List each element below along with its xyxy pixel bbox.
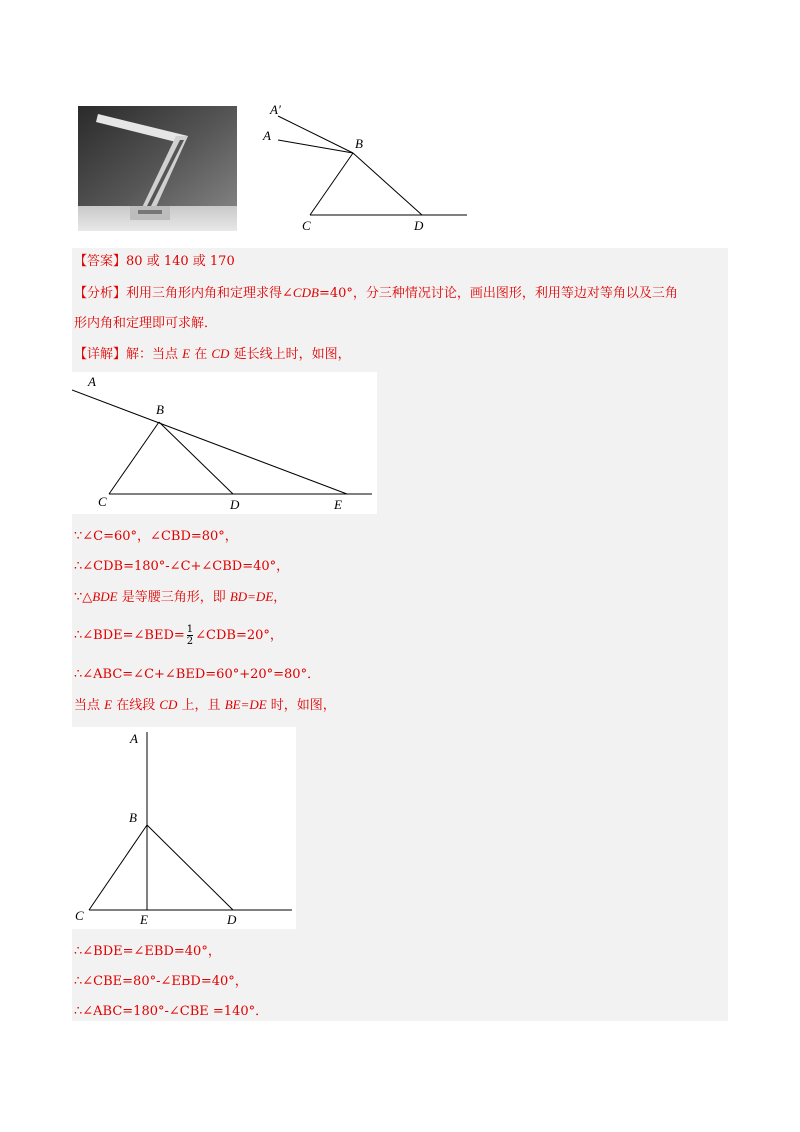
fig2-label-A: A [88, 374, 96, 389]
analysis-tag: 【分析】 [74, 286, 127, 301]
frac-denominator: 2 [186, 636, 194, 647]
analysis-line-1: 【分析】利用三角形内角和定理求得∠CDB=40°，分三种情况讨论，画出图形，利用等边对等角以及三角 [74, 285, 678, 301]
solution-block-right-1 [377, 372, 728, 514]
fig3-label-A: A [130, 731, 138, 746]
top-geometry-figure [260, 100, 470, 235]
answer-text: 80 或 140 或 170 [126, 254, 235, 269]
figure-case-extension [72, 372, 377, 514]
step1-line-2: ∴∠CDB=180°-∠C+∠CBD=40°， [74, 559, 290, 574]
label-B: B [355, 136, 363, 151]
label-A-prime: A′ [270, 102, 281, 117]
frac-numerator: 1 [186, 624, 194, 635]
analysis-line-2: 形内角和定理即可求解． [74, 316, 218, 331]
label-D: D [414, 218, 424, 233]
case2-line: 当点 E 在线段 CD 上，且 BE=DE 时，如图， [74, 697, 336, 713]
angle-CDB: ∠CDB [282, 285, 319, 300]
step2-line-2: ∴∠CBE=80°-∠EBD=40°， [74, 974, 248, 989]
solution-block-mid [72, 514, 728, 727]
fig3-label-E: E [140, 912, 148, 927]
step1-line-3: ∵△BDE 是等腰三角形，即 BD=DE， [74, 589, 287, 605]
fig2-label-B: B [156, 402, 164, 417]
step1-line-1: ∵∠C=60°，∠CBD=80°， [74, 529, 238, 544]
fig3-label-D: D [227, 912, 237, 927]
detail-tag: 【详解】 [74, 347, 127, 362]
fig2-label-E: E [334, 497, 342, 512]
step2-line-3: ∴∠ABC=180°-∠CBE =140°． [74, 1004, 269, 1019]
answer-line [74, 254, 235, 270]
fig2-label-D: D [230, 497, 240, 512]
answer-tag: 【答案】 [74, 254, 127, 269]
lamp-photo [78, 106, 237, 231]
fig3-label-B: B [129, 810, 137, 825]
step1-line-4: ∴∠BDE=∠BED= $\frac{1}{2}$ ∠CDB=20°， [74, 624, 283, 647]
step2-line-1: ∴∠BDE=∠EBD=40°， [74, 944, 221, 959]
label-C: C [302, 218, 311, 233]
label-A: A [263, 128, 271, 143]
figure-case-on-segment [72, 727, 296, 929]
solution-block-right-2 [296, 727, 728, 929]
fig3-label-C: C [75, 908, 84, 923]
step1-line-5: ∴∠ABC=∠C+∠BED=60°+20°=80°． [74, 667, 321, 682]
detail-line: 【详解】解：当点 E 在 CD 延长线上时，如图， [74, 346, 351, 362]
fig2-label-C: C [98, 494, 107, 509]
